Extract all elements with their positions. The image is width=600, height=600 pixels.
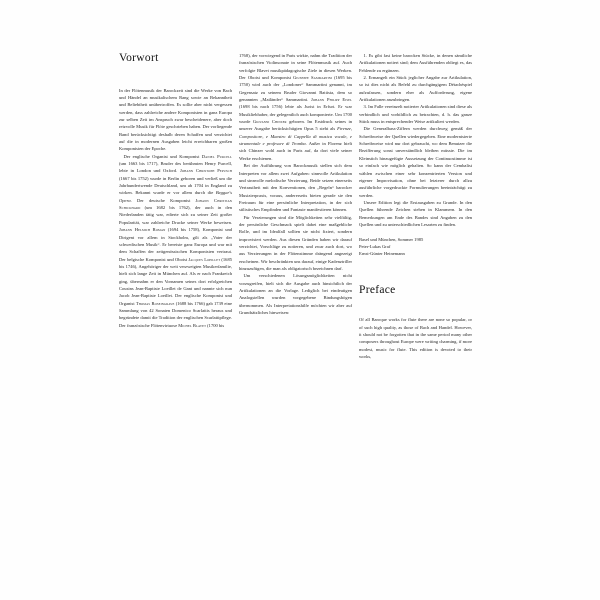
numbered-list-item-2: 2. Ermangelt ein Stück jeglicher Angabe zur Artikulation, so ist dies nicht als Befehl zu durchgängigem Détachéspiel aufzufassen, sondern eher als Aufforderung, eigene Artikulationen anzubringen. xyxy=(359,75,472,103)
composer-name-jacques-loeillet: Jacques Loeillet xyxy=(188,256,221,262)
paragraph-c1-p1: In der Flötenmusik der Barockzeit sind die Werke von Bach und Händel an musikalischem Rang sowie an Bekanntheit und Beliebtheit unübertroffen. Es sollte aber nicht vergessen werden, dass zahlreiche andere Komponisten in ganz Europa zur selben Zeit im Anspruch zwar bescheidenere, aber doch reizvolle Musik für Flöte geschrieben haben. Der vorliegende Band berücksichtigt deshalb deren Schaffen und verzichtet auf die in modernen Ausgaben leicht erreichbaren großen Komponisten der Epoche. xyxy=(119,87,232,152)
composer-name-johann-helmich-roman: Johann Helmich Roman xyxy=(119,227,166,233)
text-run: Der englische Organist und Komponist xyxy=(123,153,202,159)
text-run: (1694 bis 1758), Komponist und Dirigent vor allem in Stockholm, gilt als „Vater der schwedischen Musik“. Er bereiste ganz Europa und war mit dem Schaffen der zeitgenössischen Komponisten vertraut. Der belgische Komponist und Oboist xyxy=(119,227,233,262)
page-title-vorwort: Vorwort xyxy=(119,52,159,64)
text-run: (1698 bis nach 1756) lebte als Jurist in Erfurt. Er war Musikliebhaber, der gelegentlich auch komponierte. Um 1700 wurde xyxy=(239,104,352,125)
composer-name-daniel-purcell: Daniel Purcell xyxy=(201,153,232,159)
paragraph-c3-p4: Die Generalbass-Ziffern werden durchweg gemäß der Schreibweise der Quellen wiedergegeben. Eine modernisierte Schreibweise wird nur dort gebraucht, wo dem Benutzer die Bezifferung sonst unverständlich bleiben müsste. Die im Kleinstich hinzugefügte Aussetzung der Continuostimme ist so einfach wie möglich gehalten. So kann der Cembalist wählen zwischen einer sehr konzentrierten Version und eigener Improvisation, ohne bei letzterer durch allzu ausführliche vorgedruckte Formulierungen beeinträchtigt zu werden. xyxy=(359,126,472,198)
column-two xyxy=(239,52,352,547)
paragraph-preface-p1: Of all Baroque works for flute there are none so popular, or of such high quality, as those of Bach and Handel. However, it should not be forgotten that in the same period many other composers throughout Europe were writing charming, if more modest, music for flute. This edition is devoted to their works, xyxy=(359,317,472,359)
column-one xyxy=(119,52,232,547)
numbered-list-item-1: 1. Es gibt fast keine barocken Stücke, in denen sämtliche Artikulationen notiert sind; dem Ausführenden obliegt es, das Fehlende zu ergänzen. xyxy=(359,53,472,73)
text-run: . Außer in Florenz hielt sich Chinzer wohl auch in Paris auf, da dort viele seiner Werke erschienen. xyxy=(239,141,352,161)
section-title-preface: Preface xyxy=(359,283,396,296)
paragraph-c2-p1 xyxy=(239,52,352,162)
numbered-list-item-3: 3. Im Falle vereinzelt notierter Artikulationen sind diese als verbindlich und vorbildlich zu betrachten, d. h. das ganze Stück muss in entsprechender Weise artikuliert werden. xyxy=(359,104,472,125)
paragraph-c2-p3: Für Verzierungen sind die Möglichkeiten sehr vielfältig, der persönliche Geschmack spielt dabei eine maßgebliche Rolle, und im Idealfall sollten sie nicht fixiert, sondern improvisiert werden. Aus diesen Gründen haben wir darauf verzichtet, Vorschläge zu notieren, und zwar auch dort, wo aus Verzierungen in der Flötenstimme drängend angezeigt erscheinen. Wir beschränkten uns darauf, einige Kadenztriller hinzuzufügen, die man als obligatorisch bezeichnen darf. xyxy=(239,214,352,271)
composer-name-johann-christian-schickhard: Johann Christian Schickhard xyxy=(119,197,232,211)
composer-name-michel-blavet: Michel Blavet xyxy=(178,322,207,328)
composer-name-johann-philipp-eisel: Johann Philipp Eisel xyxy=(310,97,352,103)
text-run: . Der deutsche Komponist xyxy=(130,197,196,203)
text-run: (1700 bis xyxy=(206,322,225,328)
three-column-text-body xyxy=(119,52,471,547)
paragraph-c1-p2 xyxy=(119,153,232,329)
composer-name-johann-christoph-pepusch: Johann Christoph Pepusch xyxy=(179,168,232,174)
paragraph-c2-p2: Bei der Aufführung von Barockmusik stellen sich dem Interpreten vor allem zwei Aufgaben: sinnvolle Artikulation und sinnvolle melodische Verzierung. Beide setzen einerseits Vertrautheit mit den Konventionen, den „Regeln“ barocker Musizierpraxis, voraus, andererseits bieten gerade sie den Freiraum für eine persönliche Interpretation, in der sich stilistisches Empfinden und Fantasie manifestieren können. xyxy=(239,163,352,213)
italic-title-firenze-compositore: Firenze, Compositore, e Maestro di Cappella di musica vocale, e strumentale e profesore di Tromba xyxy=(239,126,352,147)
composer-name-giuseppe-sammartini: Giuseppe Sammartini xyxy=(293,75,333,81)
composer-name-giovanni-chinzer: Giovanni Chinzer xyxy=(252,119,287,125)
paragraph-c3-p5: Unsere Edition legt die Erstausgaben zu Grunde. In den Quellen führende Zeichen stehen in Klammern. In den Bemerkungen am Ende des Bandes sind Angaben zu den Quellen und zu unterschiedlichen Lesarten zu finden. xyxy=(359,199,472,227)
composer-name-thomas-roseingrave: Thomas Roseingrave xyxy=(135,300,175,306)
signature-editor-one: Peter-Lukas Graf xyxy=(359,243,391,249)
text-run: (um 1682 bis 1762), der auch in den Niederlanden tätig war, edierte sich zu seiner Zeit großer Popularität, war zahlreiche Drucke seiner Werke beweisen. xyxy=(119,205,232,225)
signature-place-date: Basel und München, Sommer 1985 xyxy=(359,236,424,242)
work-title-beggars-opera: Beggar's Opera xyxy=(119,190,232,203)
text-run: geboren. Im Erstdruck seines in unserer Ausgabe berücksichtigten Opus 5 steht als xyxy=(239,119,353,132)
column-three xyxy=(359,52,472,547)
text-run: (um 1663 bis 1717), Bruder des berühmten Henry Purcell, lebte in London und Oxford. xyxy=(119,161,232,174)
paragraph-c2-p4: Um verschiedenen Lösungsmöglichkeiten nicht vorzugreifen, hielt sich die Ausgabe auch hinsichtlich der Artikulationen an die Vorlage. Lediglich bei eindeutigen Analogstellen wurden vorgegebene Bindungsbögen übernommen. Als Interpretationshilfe möchten wir aber auf Grundsätzliches hinweisen: xyxy=(239,273,352,316)
text-run: (1667 bis 1752) wurde in Berlin geboren und verließ um die Jahrhundertwende Deutschland, um ab 1704 in England zu wirken. Bekannt wurde er vor allem durch die xyxy=(119,175,232,196)
signature-block xyxy=(359,236,472,258)
text-run: (1688 bis 1766) gab 1739 eine Sammlung von 42 Sonaten Domenico Scarlattis heraus und begründete damit die Tradition der englischen Scarlattipflege. Der französische Flötenvirtuose xyxy=(119,300,232,328)
text-run: 1768), der vorwiegend in Paris wirkte, nahm die Tradition der französischen Violinsonate in seine Flötenmusik auf. Auch verfolgte Blavet musikpädagogische Ziele in diesen Werken. Der Oboist und Komponist xyxy=(239,53,352,81)
text-run: (1695 bis 1750) wird auch der „Londoner“ Sammartini genannt, im Gegensatz zu seinem Bruder Giovanni Battista, dem so genannten „Mailänder“ Sammartini. xyxy=(239,75,352,103)
text-run: (1685 bis 1746), Angehöriger der weit verzweigten Musikerfamilie, hielt sich lange Zeit in München auf. Als er nach Frankreich ging, übernahm er den Vornamen seines dort erfolgreichen Cousins Jean-Baptiste Loeillet de Gant und nannte sich nun Jacob Jean-Baptiste Loeillet. Der englische Komponist und Organist xyxy=(119,256,232,306)
signature-editor-two: Ernst-Günter Heinemann xyxy=(359,251,405,257)
